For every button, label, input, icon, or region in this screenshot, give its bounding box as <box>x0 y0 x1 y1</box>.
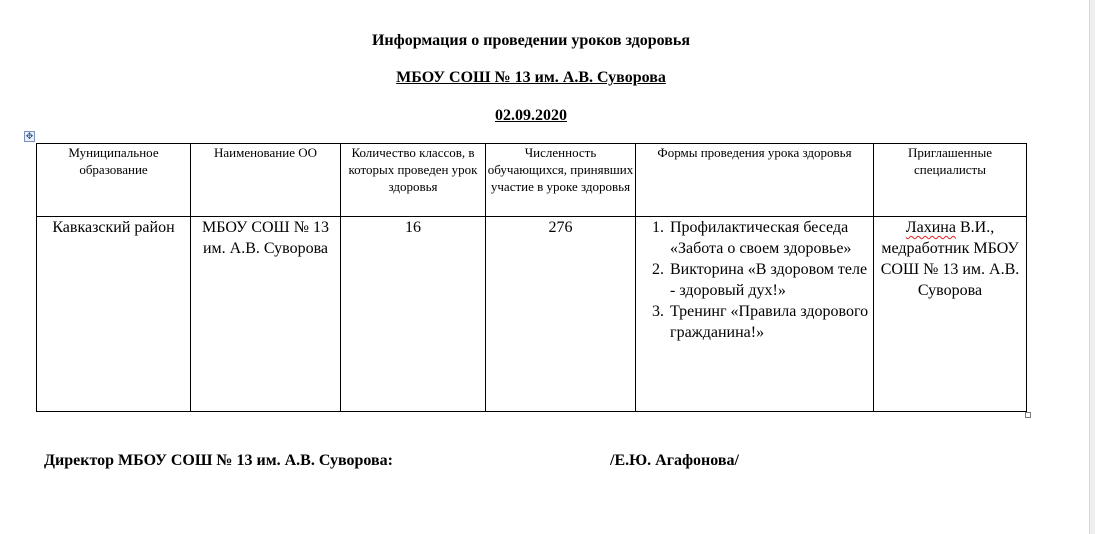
header-specialists: Приглашенные специалисты <box>874 144 1027 217</box>
report-table <box>36 143 1027 412</box>
cell-classes-count: 16 <box>341 217 486 412</box>
header-municipality: Муниципальное образование <box>37 144 191 217</box>
school-name-heading: МБОУ СОШ № 13 им. А.В. Суворова <box>396 69 666 86</box>
cell-municipality: Кавказский район <box>37 217 191 412</box>
header-forms: Формы проведения урока здоровья <box>636 144 874 217</box>
header-students-count: Численность обучающихся, принявших участие в уроке здоровья <box>486 144 636 217</box>
page-edge-scrollbar[interactable] <box>1089 0 1095 534</box>
list-item: 1. Профилактическая беседа «Забота о своем здоровье» <box>668 217 873 259</box>
cell-forms <box>636 217 874 412</box>
forms-list <box>636 217 873 343</box>
director-signature: /Е.Ю. Агафонова/ <box>610 452 739 469</box>
specialist-surname: Лахина <box>905 219 956 236</box>
table-resize-handle-icon[interactable] <box>1025 412 1031 418</box>
list-item: 2. Викторина «В здоровом теле - здоровый дух!» <box>668 259 873 301</box>
document-title: Информация о проведении уроков здоровья <box>371 32 690 49</box>
cell-organization: МБОУ СОШ № 13 им. А.В. Суворова <box>191 217 341 412</box>
cell-specialists <box>874 217 1027 412</box>
header-classes-count: Количество классов, в которых проведен урок здоровья <box>341 144 486 217</box>
table-header-row <box>37 144 1027 217</box>
list-item: 3. Тренинг «Правила здорового гражданина!» <box>668 301 873 343</box>
header-organization: Наименование ОО <box>191 144 341 217</box>
cell-students-count: 276 <box>486 217 636 412</box>
table-row <box>37 217 1027 412</box>
table-move-handle-icon[interactable]: ✥ <box>25 132 34 142</box>
report-date: 02.09.2020 <box>495 107 567 124</box>
specialist-details: В.И., медработник МБОУ СОШ № 13 им. А.В. Суворова <box>880 219 1020 299</box>
director-label: Директор МБОУ СОШ № 13 им. А.В. Суворова: <box>44 452 393 469</box>
